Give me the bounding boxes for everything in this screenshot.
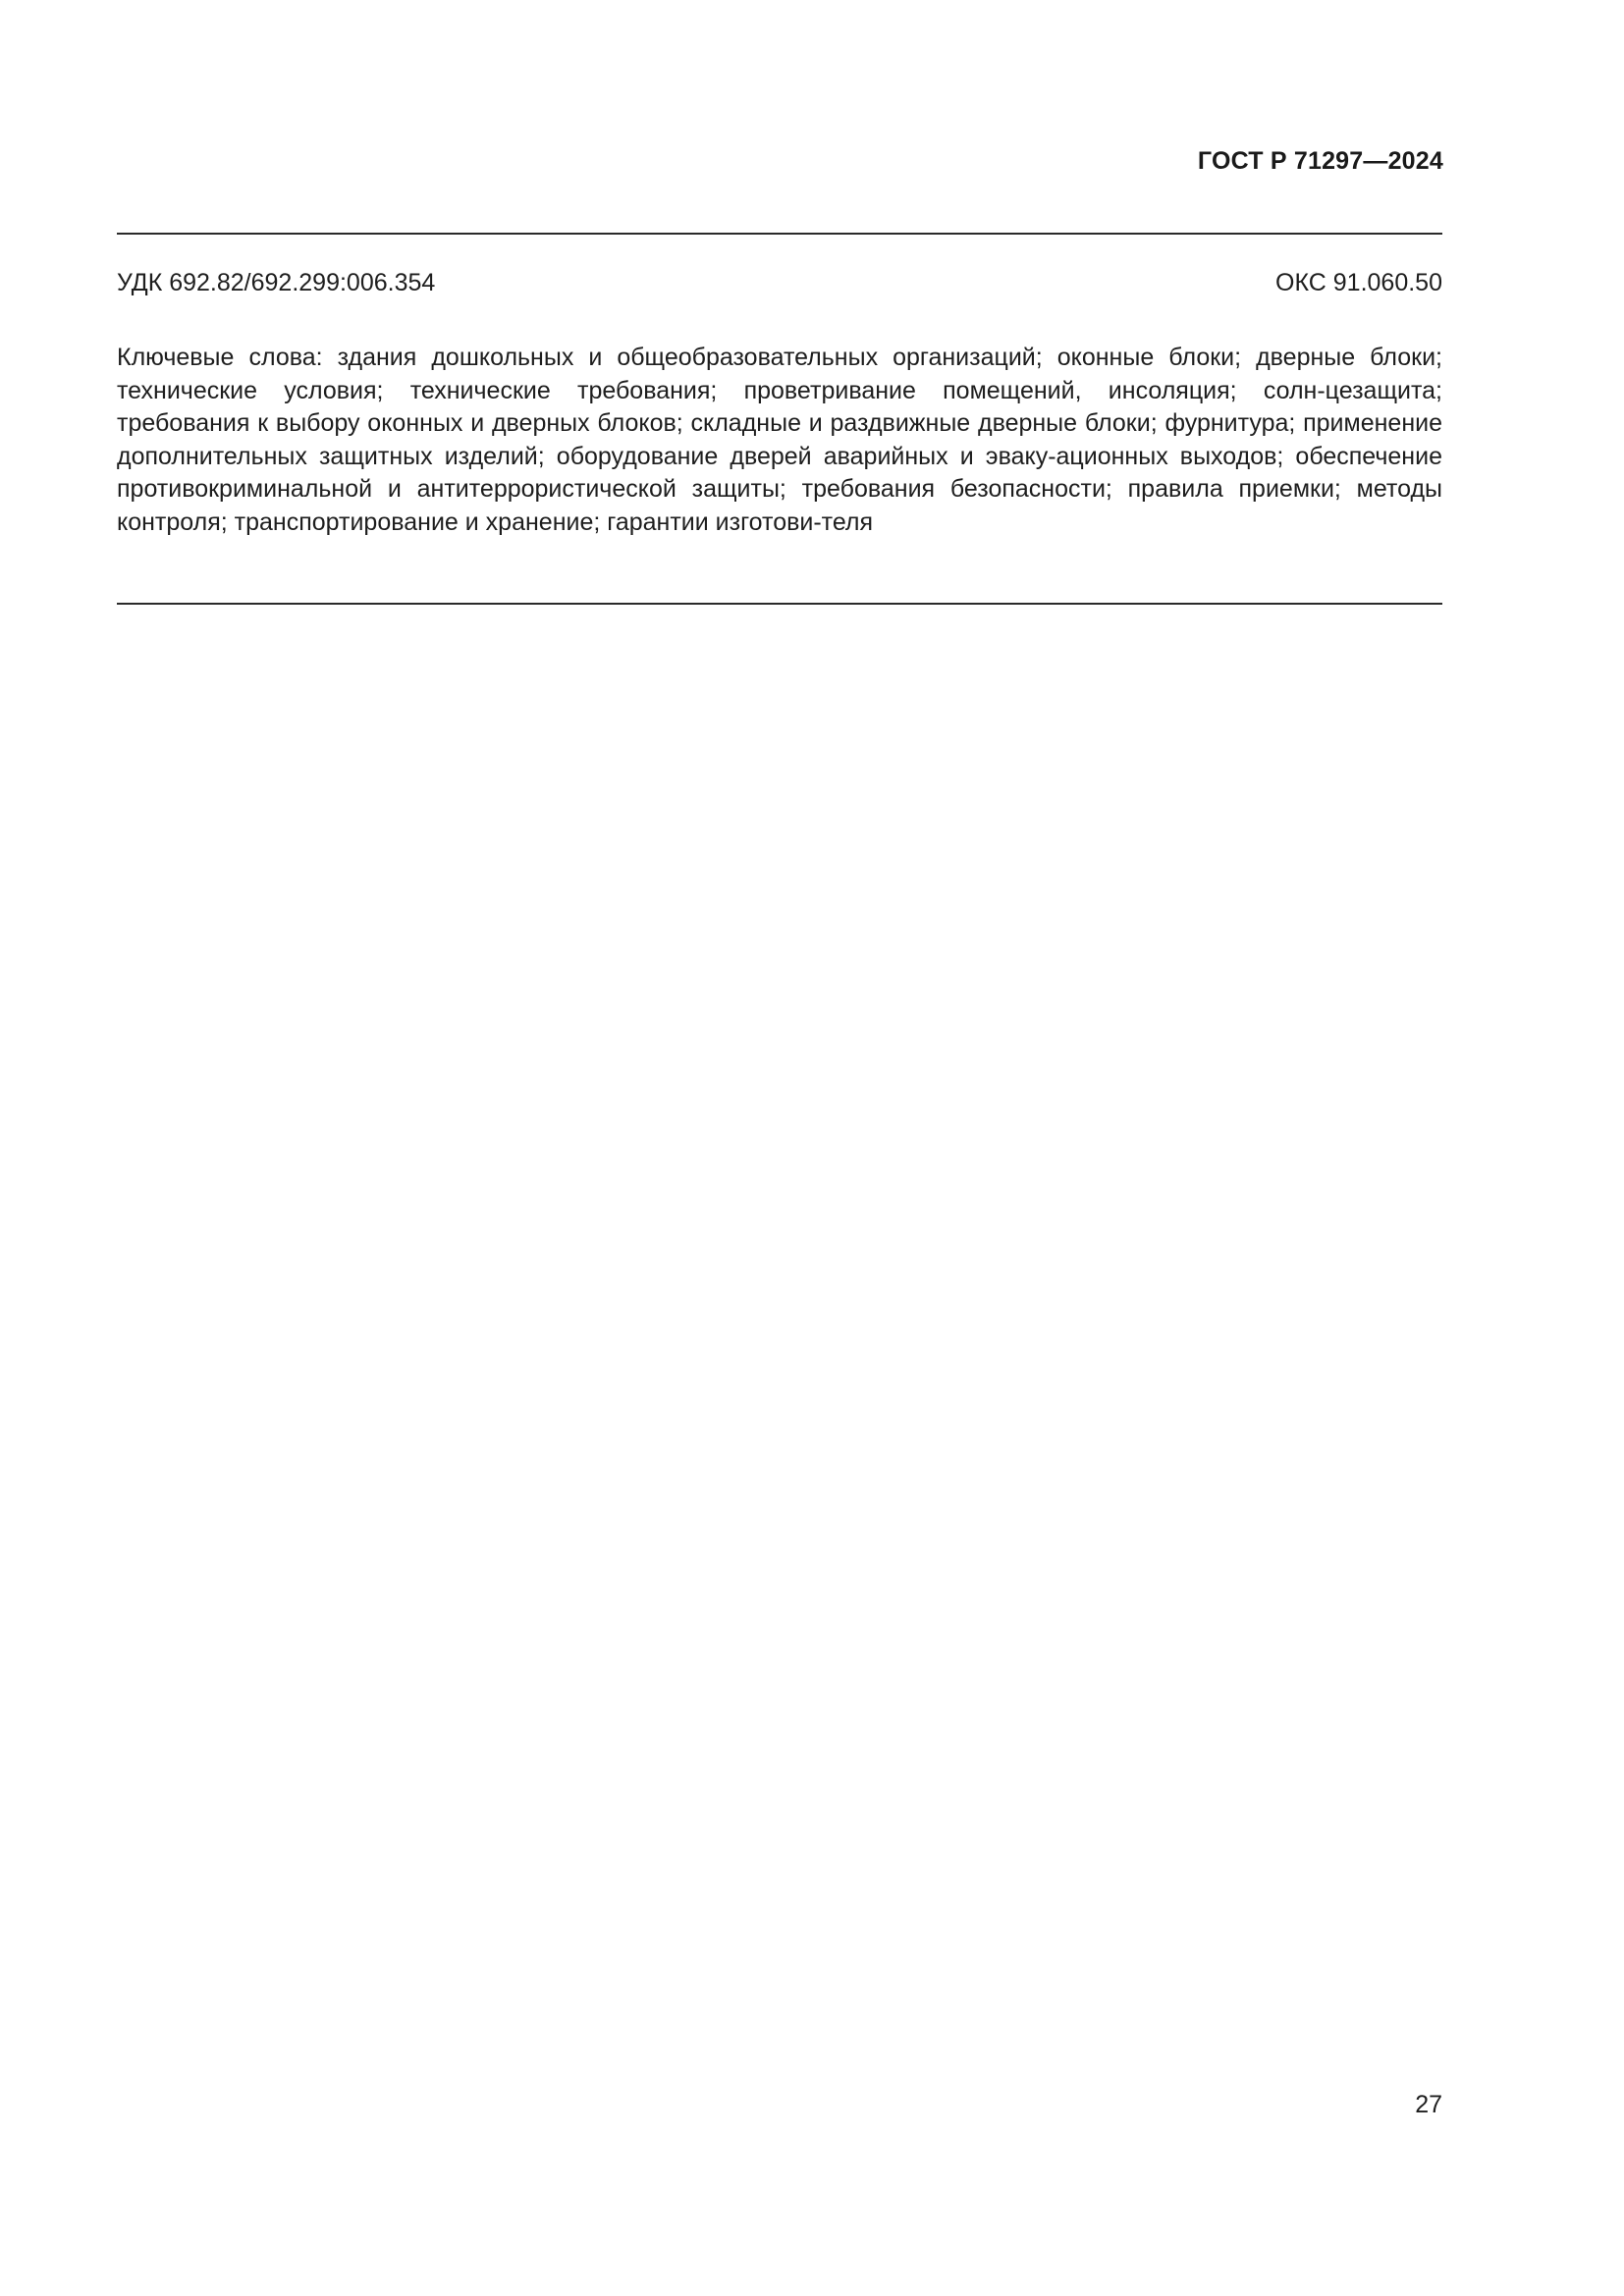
udk-code: УДК 692.82/692.299:006.354 xyxy=(117,269,436,296)
bottom-divider xyxy=(117,603,1442,605)
keywords-paragraph: Ключевые слова: здания дошкольных и общеобразовательных организаций; оконные блоки; дверные блоки; технические условия; технические требования; проветривание помещений, инсоляция; солн-цезащита; требования к выбору оконных и дверных блоков; складные и раздвижные дверные блоки; фурнитура; применение дополнительных защитных изделий; оборудование дверей аварийных и эваку-ационных выходов; обеспечение противокриминальной и антитеррористической защиты; требования безопасности; правила приемки; методы контроля; транспортирование и хранение; гарантии изготови-теля xyxy=(117,344,1442,536)
document-code: ГОСТ Р 71297—2024 xyxy=(1197,147,1443,175)
page-number: 27 xyxy=(1415,2091,1442,2118)
top-divider xyxy=(117,233,1442,235)
oks-code: ОКС 91.060.50 xyxy=(1275,269,1442,296)
